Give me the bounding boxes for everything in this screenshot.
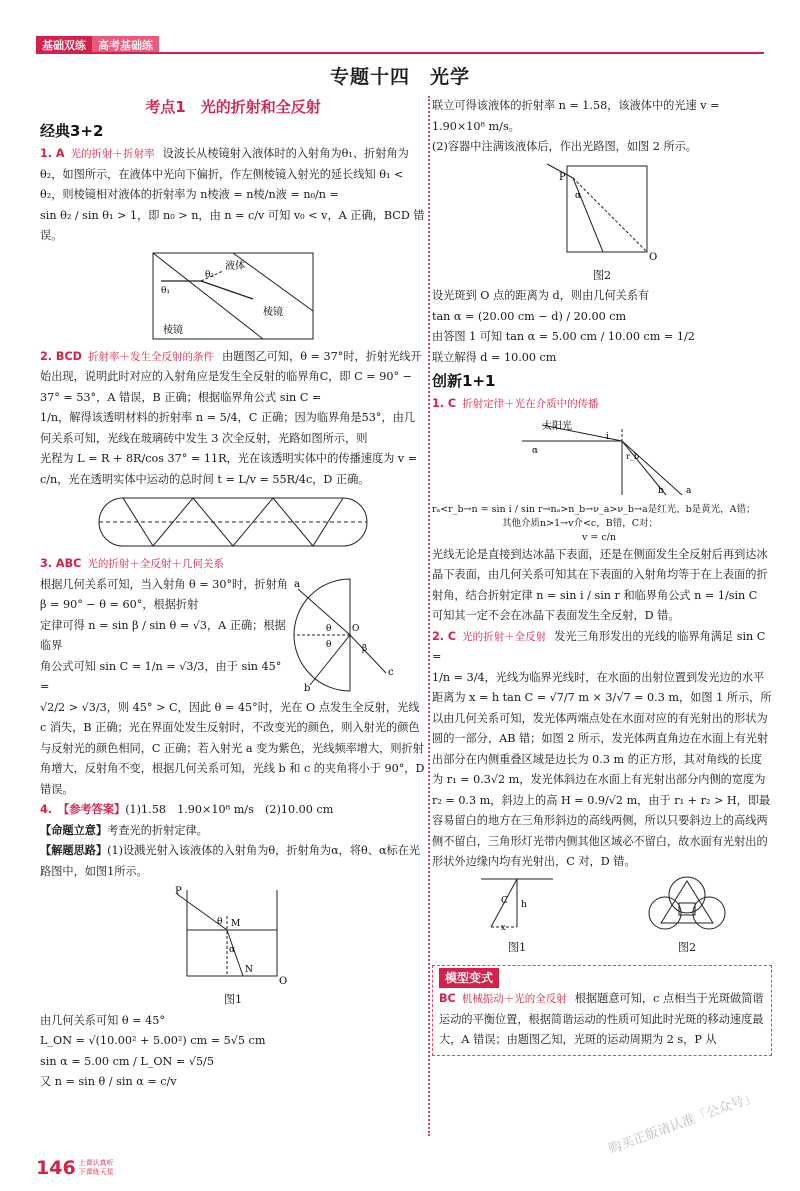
fig2-alpha: α — [575, 190, 582, 201]
moxing-tag: 机械振动＋光的全反射 — [461, 993, 567, 1005]
c2-line-1: 1/n = 3/4，光线为临界光线时，在水面的出射位置到发光边的水平距离为 x = h tan C = √7/7 m × 3/√7 = 0.3 m，如图 1 所示，所以由几何关系可知，发光体两端点处在水面对应的有光射出的形状为圆的一部分，AB 错；如图 2 所示，发光体两直角边在水面上有光射出部分在内侧重叠区域是边长为 0.3 m 的正方形，其对角线的长度为 r₁ = 0.3√2 m，发光体斜边在水面上有光射出部分内侧的宽度为 r₂ = 0.3 m，斜边上的高 H = 0.9/√2 m，由于 r₁ + r₂ > H，即最容易留白的地方在三角形斜边的高线两侧，所以只要斜边上的高线两侧不留白，三角形灯光带内侧其他区域必不留白，故水面有光射出的形状外边缘内均有光射出，C 对，D 错。 — [432, 670, 772, 868]
c1-flow-6: v介<c，B错，C对； — [568, 517, 658, 529]
question-3 — [40, 554, 426, 800]
q3-fig-theta2: θ — [326, 639, 332, 650]
q3-line-0: 根据几何关系可知，当入射角 θ = 30°时，折射角 β = 90° − θ = 60°，根据折射 — [40, 577, 288, 611]
c1-flow-3: ν_a>ν_b — [593, 503, 634, 515]
q2-solid-figure — [83, 494, 383, 550]
header-tag-1: 基础双练 — [36, 36, 92, 52]
q4-fig-O: O — [279, 976, 288, 986]
r-cont-3-1: tan α = (20.00 cm − d) / 20.00 cm — [432, 309, 627, 323]
c1-flow-0: rₐ<r_b — [432, 503, 464, 515]
q4-fig-caption: 图1 — [223, 993, 243, 1006]
q2-line-2: 光程为 L = R + 8R/cos 37° = 11R，光在该透明实体中的传播速度为 v = — [40, 452, 418, 465]
c1-line-0: 光线无论是直接到达冰晶下表面，还是在侧面发生全反射后再到达冰晶下表面，由几何关系可知其在下表面的入射角均等于在上表面的折射角，结合折射定律 n = sin i / sin r 和临界角公式 n = 1/sin C 可知其一定不会在冰晶下表面发生全反射，D 错。 — [432, 547, 768, 622]
q4-after-0: 由几何关系可知 θ = 45° — [40, 1013, 165, 1027]
q3-line-1: 定律可得 n = sin β / sin θ = √3，A 正确；根据临界 — [40, 618, 286, 652]
q3-line-2: 角公式可知 sin C = 1/n = √3/3，由于 sin 45° = — [40, 659, 282, 693]
q4-head: 4. — [40, 803, 53, 816]
question-4 — [40, 800, 426, 1093]
q4-answer: (1)1.58 1.90×10⁸ m/s (2)10.00 cm — [125, 803, 334, 816]
c1-fig-i: i — [606, 431, 609, 442]
c1-fig-sunlight: 太阳光 — [542, 420, 572, 432]
q1-fig-theta2: θ₂ — [205, 269, 215, 280]
q3-fig-b: b — [304, 682, 311, 694]
q3-fig-a: a — [294, 578, 300, 590]
q2-head: 2. BCD — [40, 349, 82, 363]
header-tag — [36, 36, 159, 52]
q2-line-0: 由题图乙可知，θ = 37°时，折射光线开始出现，说明此时对应的入射角应是发生全反射的临界角C，即 C = 90° − 37° = 53°，A 错误，B 正确；根据临界角公式 sin C = — [40, 349, 422, 404]
header-rule — [36, 52, 764, 54]
q4-after-3: 又 n = sin θ / sin α = c/v — [40, 1075, 177, 1088]
q4-mingti: 考查光的折射定律。 — [107, 823, 208, 837]
c2-line-0: 发光三角形发出的光线的临界角满足 sin C = — [432, 629, 766, 663]
c2-fig-C: C — [501, 895, 508, 906]
fig2-O: O — [649, 251, 658, 262]
moxing-head: BC — [439, 992, 456, 1005]
c2-fig-caption-2: 图2 — [677, 941, 697, 954]
q1-fig-theta1: θ₁ — [161, 285, 171, 296]
c1-flow-2: nₐ>n_b — [550, 503, 586, 515]
moxing-box — [432, 965, 772, 1056]
watermark: 购买正版请认准「公众号」 — [606, 1089, 759, 1158]
q4-answer-label: 【参考答案】 — [58, 803, 126, 816]
c2-fig-2 — [647, 873, 727, 931]
right-column — [432, 96, 772, 1056]
q2-tag: 折射率＋发生全反射的条件 — [87, 350, 214, 363]
question-2 — [40, 347, 426, 551]
c2-fig-caption-1: 图1 — [507, 941, 527, 954]
q3-tag: 光的折射＋全反射＋几何关系 — [87, 558, 224, 570]
q1-line-1: sin θ₂ / sin θ₁ > 1，即 n₀ > n，由 n = c/v 可知 v₀ < v，A 正确，BCD 错误。 — [40, 208, 425, 242]
q1-fig-liquid: 液体 — [225, 260, 245, 272]
q3-fig-c: c — [388, 666, 394, 678]
q4-sikao: (1)设溅光射入该液体的入射角为θ，折射角为α，将θ、α标在光路图中，如图1所示。 — [40, 844, 421, 878]
q4-fig-alpha: α — [229, 945, 236, 955]
header-tag-2: 高考基础练 — [92, 36, 159, 52]
c1-fig-b: b — [658, 485, 664, 496]
q4-container-figure-1 — [173, 886, 293, 986]
page-footer — [36, 1157, 114, 1179]
q1-line-0: 设波长从棱镜射入液体时的入射角为θ₁、折射角为θ₂，如图所示，在液体中光向下偏折，作左侧棱镜入射光的延长线知 θ₁ < θ₂，则棱镜相对液体的折射率为 n棱液 = n棱/n液 = n₀/n = — [40, 147, 409, 201]
q2-line-1: 1/n，解得该透明材料的折射率 n = 5/4，C 正确；因为临界角是53°，由几何关系可知，光线在玻璃砖中发生 3 次全反射，光路如图所示，则 — [40, 411, 415, 445]
q4-fig-N: N — [245, 965, 253, 975]
q3-fig-beta: β — [362, 643, 368, 654]
c2-figures — [432, 873, 772, 959]
c1-flow-1: n = sin i / sin r — [471, 503, 543, 515]
c2-tag: 光的折射＋全反射 — [462, 630, 547, 643]
c1-head: 1. C — [432, 397, 457, 410]
q4-fig-M: M — [231, 919, 241, 929]
r-cont-2: (2)容器中注满该液体后，作出光路图，如图 2 所示。 — [432, 140, 698, 153]
q3-fig-O: O — [352, 623, 360, 634]
fig2-container — [537, 162, 667, 262]
c1-flow-4: a是红光、b是黄光，A错； — [641, 503, 756, 515]
q2-line-3: c/n，光在透明实体中运动的总时间 t = L/v = 55R/4c，D 正确。 — [40, 472, 370, 486]
kaodian-title: 考点1 光的折射和全反射 — [145, 98, 321, 116]
q4-after-2: sin α = 5.00 cm / L_ON = √5/5 — [40, 1054, 214, 1068]
q3-semicircle-figure — [290, 575, 420, 695]
q3-fig-theta1: θ — [326, 623, 332, 634]
c1-flow-5: 其他介质n>1 — [502, 517, 561, 529]
page-number: 146 — [36, 1157, 76, 1179]
c2-fig-h: h — [521, 899, 527, 910]
page-title: 专题十四 光学 — [329, 66, 470, 88]
q4-fig-P: P — [175, 886, 182, 897]
c1-fig-a: a — [686, 485, 692, 496]
q3-line-3: √2/2 > √3/3，则 45° > C，因此 θ = 45°时，光在 O 点发生全反射，光线 c 消失，B 正确；光在界面处发生反射时，不改变光的颜色，则入射光的颜色与反射光的颜色相同，C 正确；若入射光 a 变为紫色，光线频率增大，则折射角增大，反射角不变，根据几何关系可知，光线 b 和 c 的夹角将小于 90°，D 错误。 — [40, 700, 425, 796]
left-column — [40, 96, 426, 1093]
fig2-P: P — [559, 171, 566, 183]
q3-head: 3. ABC — [40, 557, 82, 570]
q1-head: 1. A — [40, 147, 65, 160]
c2-fig-1 — [477, 873, 557, 931]
c1-tag: 折射定律＋光在介质中的传播 — [462, 398, 599, 410]
footer-note-1: 上课认真听 — [78, 1159, 114, 1167]
moxing-label: 模型变式 — [439, 968, 499, 989]
question-1 — [40, 144, 426, 343]
r-cont-1: 联立可得该液体的折射率 n = 1.58，该液体中的光速 v = 1.90×10⁸ m/s。 — [432, 99, 720, 133]
c2-fig-x: x — [501, 922, 506, 931]
column-divider — [428, 96, 430, 1136]
q4-fig-theta: θ — [217, 917, 223, 927]
c1-flow-7: v = c/n — [582, 531, 617, 543]
q4-mingti-label: 【命题立意】 — [40, 823, 108, 837]
c1-fig-rb: r_b — [626, 451, 639, 461]
footer-note — [79, 1159, 114, 1177]
c1-ice-crystal-figure — [502, 419, 702, 499]
section-title-chuangxin: 创新1+1 — [432, 372, 496, 390]
q4-sikao-label: 【解题思路】 — [40, 844, 108, 857]
r-cont-3-0: 设光斑到 O 点的距离为 d，则由几何关系有 — [432, 289, 650, 302]
section-title-jingdian: 经典3+2 — [40, 122, 104, 140]
c2-head: 2. C — [432, 629, 457, 643]
chuangxin-2 — [432, 627, 772, 959]
r-cont-3-2: 由答图 1 可知 tan α = 5.00 cm / 10.00 cm = 1/2 — [432, 330, 695, 343]
q4-after-1: L_ON = √(10.00² + 5.00²) cm = 5√5 cm — [40, 1034, 266, 1047]
chuangxin-1 — [432, 394, 772, 627]
fig2-caption: 图2 — [592, 268, 612, 282]
footer-note-2: 下课练天星 — [78, 1168, 114, 1176]
q1-tag: 光的折射＋折射率 — [70, 148, 155, 160]
c1-flowchart: rₐ<r_b→n = sin i / sin r→nₐ>n_b→ν_a>ν_b→a是红光、b是黄光，A错； 其他介质n>1→v介<c，B错，C对； v = c/n — [432, 503, 772, 545]
moxing-line-0: 根据题意可知，c 点相当于光斑做简谐运动的平衡位置，根据简谐运动的性质可知此时光斑的移动速度最大，A 错误；由题图乙知，光斑的运动周期为 2 s，P 从 — [439, 992, 764, 1046]
r-cont-3-3: 联立解得 d = 10.00 cm — [432, 350, 557, 364]
q1-prism-figure — [143, 251, 323, 343]
c1-fig-alpha: α — [532, 445, 539, 456]
q1-fig-prism-right: 棱镜 — [263, 306, 283, 318]
q1-fig-prism-left: 棱镜 — [163, 324, 183, 336]
